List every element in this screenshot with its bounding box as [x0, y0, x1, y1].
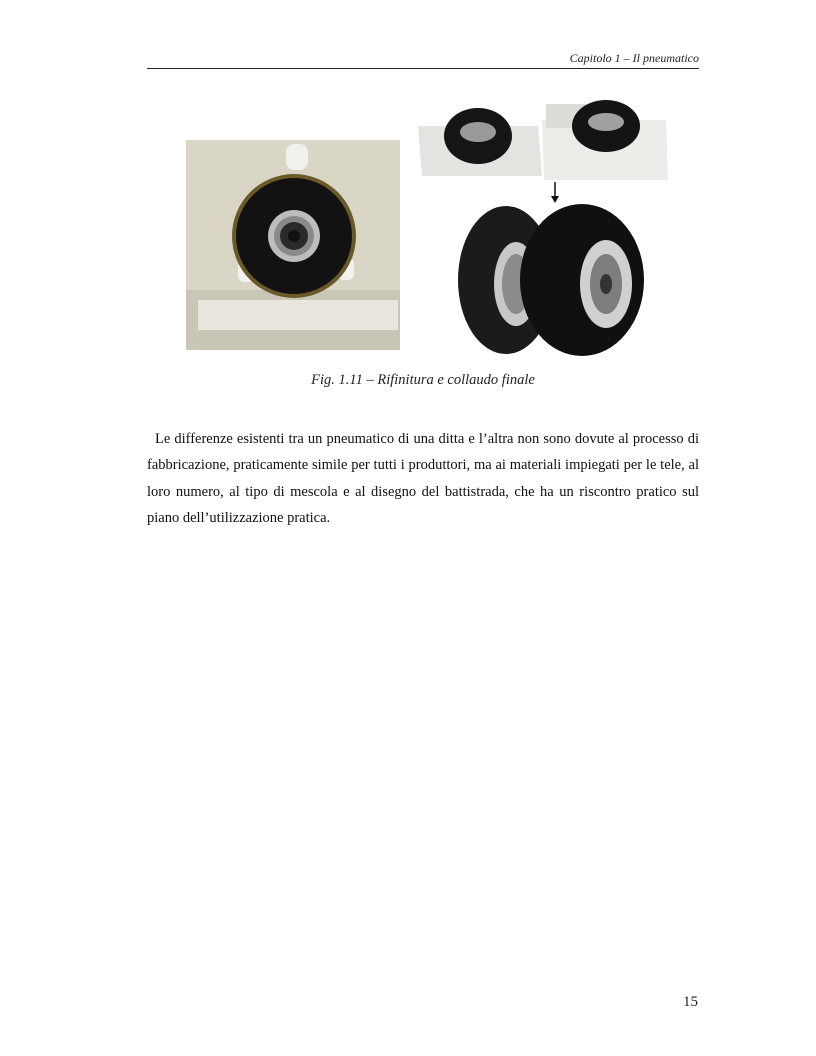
page-number: 15 — [683, 994, 698, 1010]
machines-photo — [416, 98, 668, 182]
body-paragraph: Le differenze esistenti tra un pneumatico di una ditta e l’altra non sono dovute al processo di fabbricazione, praticamente simile per tutti i produttori, ma ai materiali impiegati per le tele, al loro numero, al tipo di mescola e al disegno del battistrada, che ha un riscontro pratico sul piano dell’utilizzazione pratica. — [147, 431, 699, 526]
chapter-title: Capitolo 1 – Il pneumatico — [569, 51, 699, 65]
down-arrow-icon — [549, 182, 561, 204]
finishing-machine-photo — [186, 140, 400, 350]
page-header — [147, 50, 699, 69]
finished-tires-photo — [456, 204, 646, 356]
figure-caption: Fig. 1.11 – Rifinitura e collaudo finale — [311, 372, 535, 388]
